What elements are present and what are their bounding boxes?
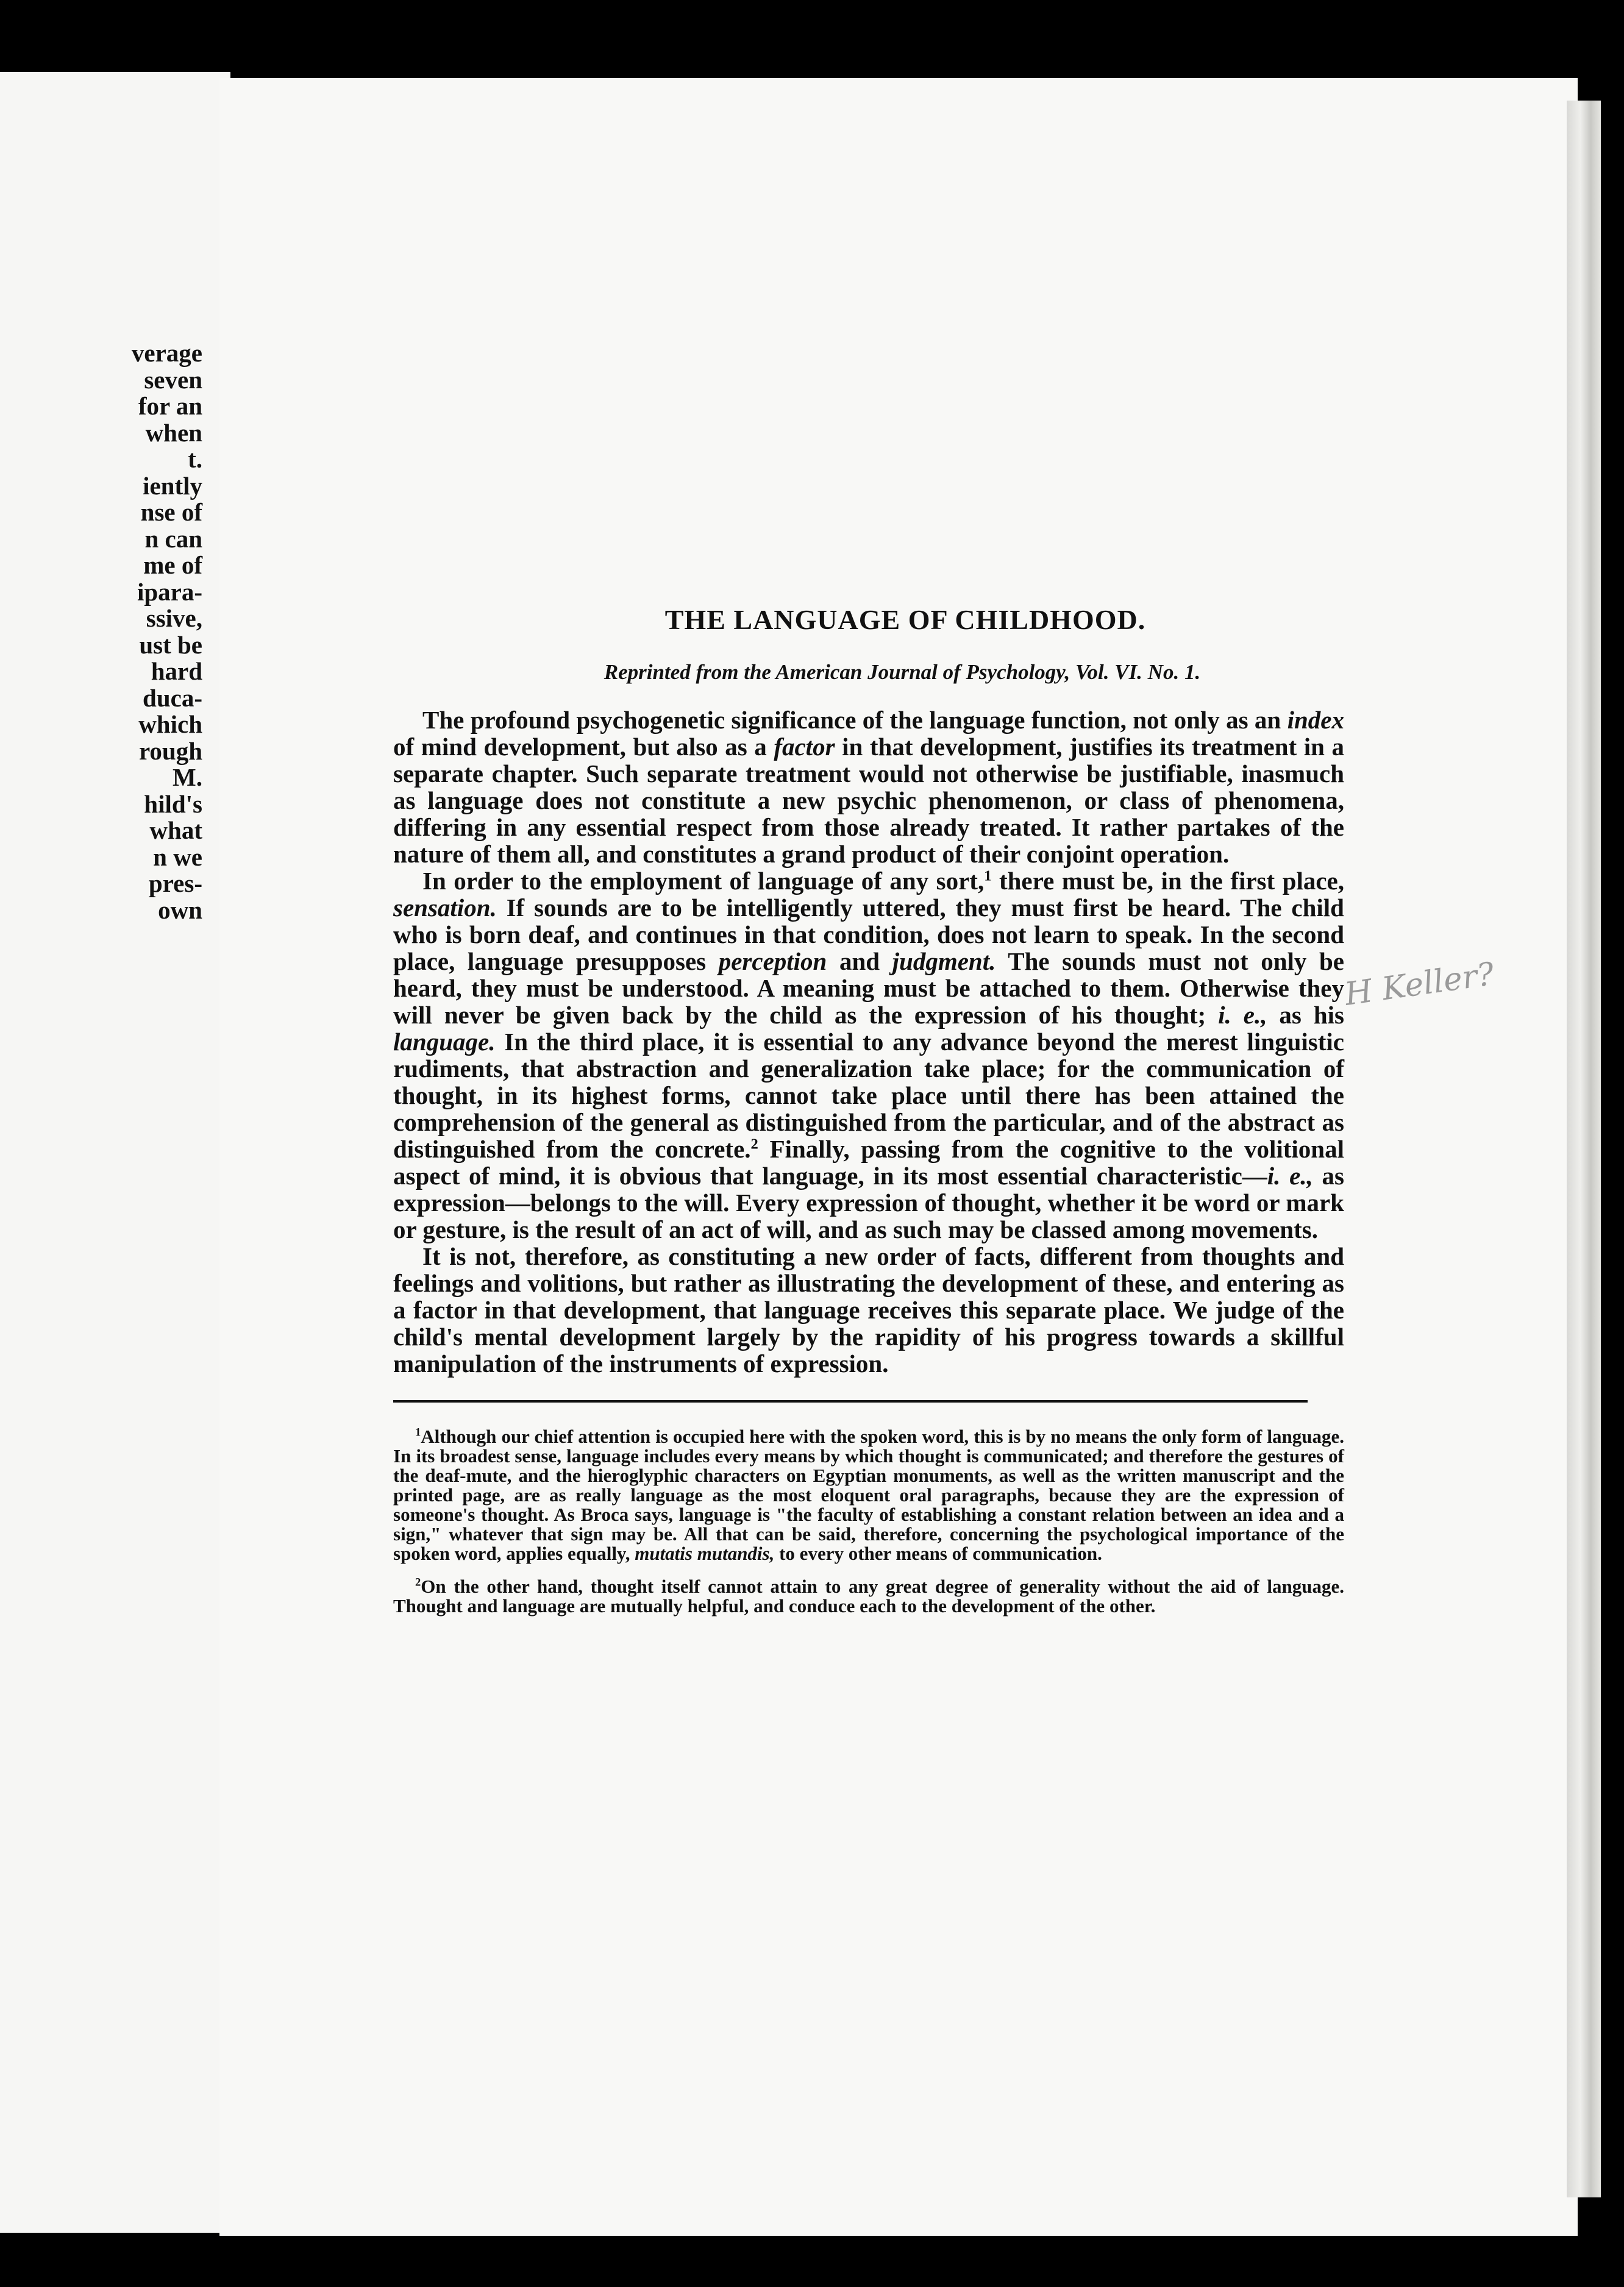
footnote-ref-1: 1	[984, 867, 992, 884]
left-page-fragment: verage	[131, 339, 202, 367]
left-page-text-fragments	[1, 340, 202, 923]
handwritten-margin-note: H Keller?	[1342, 956, 1497, 1013]
left-page-fragment: iently	[143, 471, 202, 500]
left-page-fragment: ssive,	[146, 604, 202, 632]
footnote-ref-2: 2	[750, 1136, 758, 1153]
article-content	[393, 603, 1344, 1629]
left-page-fragment: nse of	[140, 498, 202, 526]
left-page-fragment: which	[138, 710, 202, 738]
left-page-fragment: when	[145, 418, 202, 447]
left-facing-page	[0, 72, 230, 2233]
left-page-fragment: hild's	[144, 789, 202, 818]
left-page-fragment: hard	[151, 657, 202, 685]
article-title: THE LANGUAGE OF CHILDHOOD.	[664, 604, 1146, 635]
left-page-fragment: me of	[143, 551, 202, 579]
paragraph-2: In order to the employment of language of any sort,$^1$ there must be, in the first place, sensation. If sounds are to be intelligently uttered, they must first be heard. The child who is born deaf, and continues in that condition, does not learn to speak. In the second place, language presupposes perception and judgment. The sounds must not only be heard, they must be understood. A meaning must be attached to them. Otherwise they will never be given back by the child as the expression of his thought; i. e., as his language. In the third place, it is essential to any advance beyond the merest linguistic rudiments, that abstraction and generalization take place; for the communication of thought, in its highest forms, cannot take place until there has been attained the comprehension of the general as distinguished from the particular, and of the abstract as distinguished from the concrete.$^2$ Finally, passing from the cognitive to the volitional aspect of mind, it is obvious that language, in its most essential characteristic—i. e., as expression—belongs to the will. Every expression of thought, whether it be word or mark or gesture, is the result of an act of will, and as such may be classed among movements.	[393, 867, 1345, 1243]
left-page-fragment: n we	[153, 842, 202, 871]
left-page-fragment: duca-	[143, 683, 202, 712]
page-edge	[1567, 101, 1601, 2197]
left-page-fragment: ust be	[139, 630, 202, 659]
left-page-fragment: rough	[138, 736, 202, 765]
footnote-divider	[393, 1400, 1308, 1403]
footnote-1: $^1$Although our chief attention is occupied here with the spoken word, this is by no means the only form of language. In its broadest sense, language includes every means by which thought is communicated; and therefore the gestures of the deaf-mute, and the hieroglyphic characters on Egyptian monuments, as well as the written manuscript and the printed page, are as really language as the most eloquent oral paragraphs, because they are the expression of someone's thought. As Broca says, language is "the faculty of establishing a constant relation between an idea and a sign," whatever that sign may be. All that can be said, therefore, concerning the psychological importance of the spoken word, applies equally, mutatis mutandis, to every other means of communication.	[393, 1426, 1344, 1564]
left-page-fragment: own	[158, 895, 202, 924]
left-page-fragment: pres-	[148, 869, 202, 897]
left-page-fragment: n can	[144, 524, 202, 553]
left-page-fragment: what	[149, 816, 202, 844]
left-page-fragment: M.	[173, 763, 202, 791]
reprint-note: Reprinted from the American Journal of Psychology, Vol. VI. No. 1.	[604, 660, 1201, 684]
left-page-fragment: ipara-	[137, 577, 202, 606]
left-page-fragment: seven	[144, 365, 202, 394]
left-page-fragment: for an	[138, 392, 202, 420]
footnote-2: $^2$On the other hand, thought itself cannot attain to any great degree of generality without the aid of language. Thought and language are mutually helpful, and conduce each to the development of the other.	[393, 1576, 1344, 1617]
paragraph-1: The profound psychogenetic significance of the language function, not only as an index of mind development, but also as a factor in that development, justifies its treatment in a separate chapter. Such separate treatment would not otherwise be justifiable, inasmuch as language does not constitute a new psychic phenomenon, or class of phenomena, differing in any essential respect from those already treated. It rather partakes of the nature of them all, and constitutes a grand product of their conjoint operation.	[393, 706, 1344, 868]
left-page-fragment: t.	[188, 445, 202, 473]
paragraph-3: It is not, therefore, as constituting a new order of facts, different from thoughts and feelings and volitions, but rather as illustrating the development of these, and entering as a factor in that development, that language receives this separate place. We judge of the child's mental development largely by the rapidity of his progress towards a skillful manipulation of the instruments of expression.	[393, 1242, 1344, 1378]
